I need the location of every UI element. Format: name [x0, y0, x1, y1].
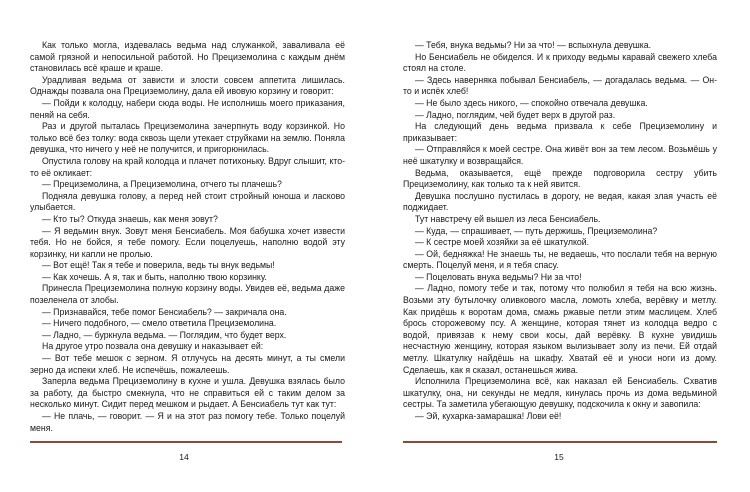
paragraph: Раз и другой пыталась Прециземолина зачерпнуть воду корзинкой. Но только всё без толку: вода сквозь щели утекает струйками на землю. Поняла девушка, что ничего у неё не получится, и пригорюнилась. [30, 121, 345, 155]
paragraph: — Пойди к колодцу, набери сюда воды. Не исполнишь моего приказания, пеняй на себя. [30, 97, 345, 120]
paragraph: — Поцеловать внука ведьмы? Ни за что! [415, 271, 582, 282]
page-rule [30, 441, 342, 443]
page-number: 14 [179, 452, 189, 462]
paragraph: Как только могла, издевалась ведьма над служанкой, заваливала её самой грязной и непосильной работой. Но Прециземолина с каждым днём становилась всё краше и краше. [30, 40, 345, 74]
paragraph: — Тебя, внука ведьмы? Ни за что! — вспыхнула девушка. [415, 40, 652, 50]
paragraph: — Вот ещё! Так я тебе и поверила, ведь ты внук ведьмы! [42, 260, 275, 271]
paragraph: На другое утро позвала она девушку и наказывает ей: [42, 341, 264, 352]
paragraph: — Прециземолина, а Прециземолина, отчего ты плачешь? [42, 179, 282, 190]
right-page [375, 0, 750, 492]
page-number: 15 [554, 452, 564, 462]
paragraph: — Отправляйся к моей сестре. Она живёт вон за тем лесом. Возьмёшь у неё шкатулку и возвращайся. [403, 144, 717, 166]
paragraph: Принесла Прециземолина полную корзину воды. Увидев её, ведьма даже позеленела от злобы. [30, 283, 345, 306]
paragraph: — Признавайся, тебе помог Бенсиабель? — закричала она. [42, 306, 287, 317]
paragraph: На следующий день ведьма призвала к себе Прециземолину и приказывает: [403, 121, 717, 143]
paragraph: — Эй, кухарка-замарашка! Лови её! [415, 411, 562, 421]
page-rule [403, 441, 717, 443]
paragraph: Девушка послушно пустилась в дорогу, не ведая, какая злая участь её поджидает. [403, 190, 717, 213]
paragraph: Исполнила Прециземолина всё, как наказал ей Бенсиабель. Схватив шкатулку, она, ни секунды не медля, кинулась прочь из дома ведьминой сестры. Та заметила убегающую девушку, подскочила к окну и завопила: [403, 376, 717, 410]
paragraph: — Как хочешь. А я, так и быть, наполню твою корзинку. [42, 271, 267, 282]
left-page-text [30, 40, 345, 434]
paragraph: — Не было здесь никого, — спокойно отвечала девушка. [415, 97, 648, 108]
paragraph: — Ладно, поглядим, чей будет верх в другой раз. [415, 109, 616, 120]
paragraph: — Ладно, — буркнула ведьма. — Поглядим, что будет верх. [42, 329, 287, 340]
paragraph: — Здесь наверняка побывал Бенсиабель, — догадалась ведьма. — Он-то и испёк хлеб! [403, 74, 717, 97]
paragraph: Опустила голову на край колодца и плачет потихоньку. Вдруг слышит, кто-то её окликает: [30, 155, 345, 178]
paragraph: Подняла девушка голову, а перед ней стоит стройный юноша и ласково улыбается. [30, 190, 345, 213]
paragraph: — Куда, — спрашивает, — путь держишь, Прециземолина? [415, 225, 658, 236]
paragraph: — Ничего подобного, — смело ответила Прециземолина. [42, 318, 277, 329]
paragraph: — Не плачь, — говорит. — Я и на этот раз помогу тебе. Только поцелуй меня. [30, 411, 345, 433]
paragraph: — Я ведьмин внук. Зовут меня Бенсиабель. Моя бабушка хочет извести тебя. Но не бойся, я тебе помогу. Если поцелуешь, наполню водой эту корзинку, ни капли не пролью. [30, 225, 345, 259]
paragraph: — Кто ты? Откуда знаешь, как меня зовут? [42, 213, 218, 224]
paragraph: — Ой, бедняжка! Не знаешь ты, не ведаешь, что послали тебя на верную смерть. Поцелуй меня, и я тебя спасу. [403, 248, 717, 271]
paragraph: Заперла ведьма Прециземолину в кухне и ушла. Девушка взялась было за работу, да быстро смекнула, что не справиться ей с таким делом за несколько минут. Сидит перед мешком и рыдает. А Бенсиабель тут как тут: [30, 376, 345, 410]
paragraph: — К сестре моей хозяйки за её шкатулкой. [415, 237, 590, 248]
right-page-text [403, 40, 717, 423]
paragraph: — Вот тебе мешок с зерном. Я отлучусь на десять минут, а ты смели зерно да испеки хлеб. Не испечёшь, пожалеешь. [30, 353, 345, 375]
paragraph: Но Бенсиабель не обиделся. И к приходу ведьмы каравай свежего хлеба стоял на столе. [403, 51, 717, 74]
paragraph: Ведьма, оказывается, ещё прежде подговорила сестру убить Прециземолину, как только та к ней явится. [403, 167, 717, 190]
paragraph: Урадливая ведьма от зависти и злости совсем аппетита лишилась. Однажды позвала она Прециземолину, дала ей ивовую корзину и говорит: [30, 74, 345, 97]
paragraph: — Ладно, помогу тебе и так, потому что полюбил я тебя на всю жизнь. Возьми эту бутылочку оливкового масла, ломоть хлеба, верёвку и метлу. Как придёшь к воротам дома, смажь ржавые петли этим маслицем. Хлеб брось сторожевому псу. А женщине, которая тянет из колодца ведро с водой, привязав к нему свои косы, дай верёвку. В кухне увидишь несчастную женщину, которая языком вылизывает золу из печи. Ей отдай метлу. Шкатулку найдёшь на шкафу. Хватай её и уноси ноги из дому. Сделаешь, как я сказал, останешься жива. [403, 283, 717, 375]
paragraph: Тут навстречу ей вышел из леса Бенсиабель. [415, 213, 601, 224]
